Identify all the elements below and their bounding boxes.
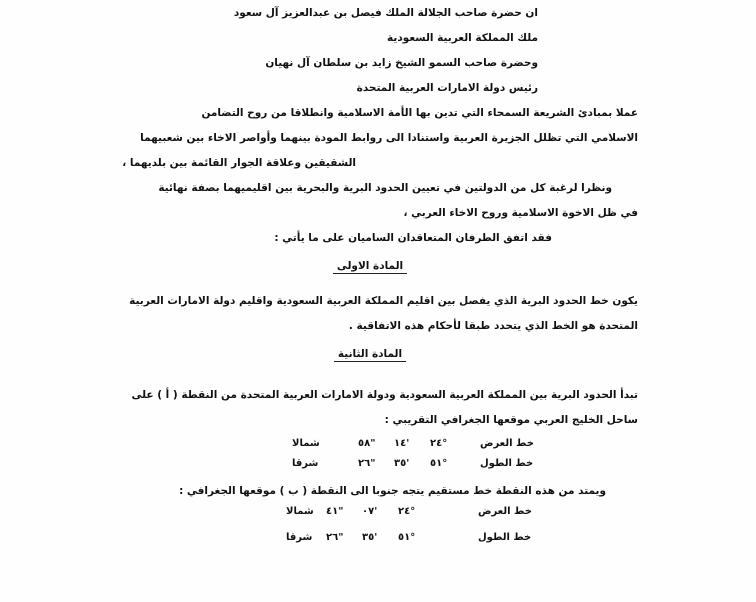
point-a-lon-dir: شرقا (292, 458, 319, 469)
point-a-lat-min: ١٤' (394, 438, 410, 449)
preamble-line-7: الشقيقين وعلاقة الجوار القائمة بين بلديهما ، (122, 157, 356, 169)
point-b-lon-dir: شرقا (286, 532, 313, 543)
preamble-line-2: ملك المملكة العربية السعودية (387, 32, 538, 44)
article-1-heading-text: المادة الاولى (333, 260, 407, 274)
point-b-lat-label: خط العرض (478, 506, 532, 517)
point-b-lon-label: خط الطول (478, 532, 532, 543)
preamble-line-1: ان حضرة صاحب الجلالة الملك فيصل بن عبدالعزيز آل سعود (233, 7, 538, 19)
article-2-line-2: ساحل الخليج العربي موقعها الجغرافي التقريبي : (384, 414, 638, 426)
article-1-heading (300, 260, 440, 274)
preamble-line-9: في ظل الاخوة الاسلامية وروح الاخاء العربي ، (403, 207, 638, 219)
preamble-line-4: رئيس دولة الامارات العربية المتحدة (356, 82, 538, 94)
preamble-line-8: ونظرا لرغبة كل من الدولتين في تعيين الحدود البرية والبحرية بين اقليميهما بصفة نهائية (158, 182, 612, 194)
article-2-line-3: ويمتد من هذه النقطة خط مستقيم يتجه جنوبا الى النقطة ( ب ) موقعها الجغرافي : (179, 485, 606, 497)
point-a-lat-sec: ٥٨" (358, 438, 376, 449)
point-a-lon-deg: ٥١° (430, 458, 448, 469)
article-2-heading-text: المادة الثانية (334, 348, 406, 362)
point-a-lon-label: خط الطول (480, 458, 534, 469)
preamble-line-5: عملا بمبادئ الشريعة السمحاء التي تدين بها الأمة الاسلامية وانطلاقا من روح التضامن (201, 107, 638, 119)
point-b-lon-sec: ٢٦" (326, 532, 344, 543)
article-2-line-1: تبدأ الحدود البرية بين المملكة العربية السعودية ودولة الامارات العربية المتحدة من النقطة ( أ ) على (131, 389, 638, 401)
point-a-lat-label: خط العرض (480, 438, 534, 449)
point-a-lon-sec: ٢٦" (358, 458, 376, 469)
article-1-line-2: المتحدة هو الخط الذي يتحدد طبقا لأحكام هذه الاتفاقية . (348, 320, 638, 332)
preamble-line-10: فقد اتفق الطرفان المتعاقدان الساميان على ما يأتي : (274, 232, 552, 244)
article-2-heading (300, 348, 440, 362)
point-b-lat-sec: ٤١" (326, 506, 344, 517)
preamble-line-6: الاسلامي التي تظلل الجزيرة العربية واستنادا الى روابط المودة بينهما وأواصر الاخاء بين شعبيهما (140, 132, 638, 144)
point-b-lat-deg: ٢٤° (398, 506, 416, 517)
point-b-lon-min: ٣٥' (362, 532, 378, 543)
point-a-lat-dir: شمالا (292, 438, 320, 449)
point-a-lat-deg: ٢٤° (430, 438, 448, 449)
point-a-lon-min: ٣٥' (394, 458, 410, 469)
point-b-lon-deg: ٥١° (398, 532, 416, 543)
point-b-lat-dir: شمالا (286, 506, 314, 517)
point-b-lat-min: ٠٧' (362, 506, 378, 517)
preamble-line-3: وحضرة صاحب السمو الشيخ زايد بن سلطان آل نهيان (265, 57, 538, 69)
article-1-line-1: يكون خط الحدود البرية الذي يفصل بين اقليم المملكة العربية السعودية واقليم دولة الامارات العربية (129, 295, 638, 307)
